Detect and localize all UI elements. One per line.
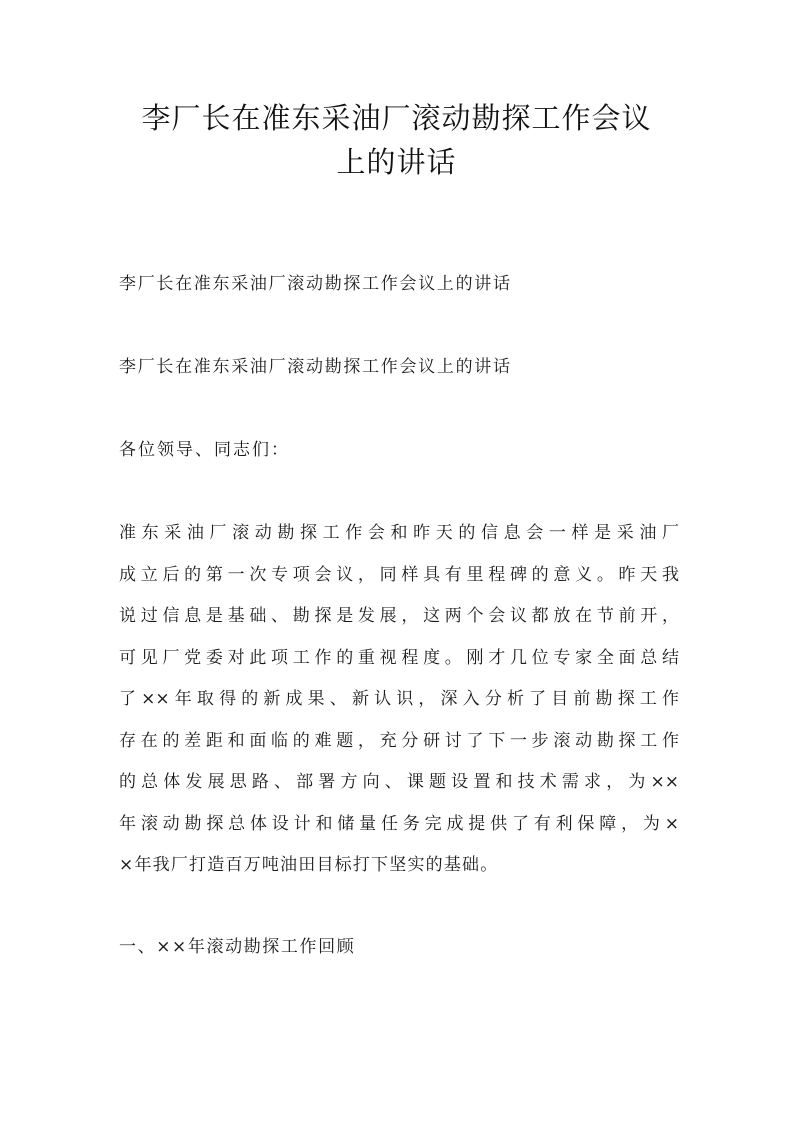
title-line-2: 上的讲话 [336, 145, 457, 179]
paragraph-line: 成立后的第一次专项会议，同样具有里程碑的意义。昨天我 [119, 564, 679, 585]
greeting: 各位领导、同志们： [119, 440, 290, 460]
paragraph-line: 年滚动勘探总体设计和储量任务完成提供了有利保障，为× [119, 813, 679, 834]
title-line-1: 李厂长在准东采油厂滚动勘探工作会议 [141, 101, 652, 135]
paragraph-line: 的总体发展思路、部署方向、课题设置和技术需求，为×× [119, 772, 679, 792]
paragraph-line: 说过信息是基础、勘探是发展，这两个会议都放在节前开， [119, 606, 679, 626]
paragraph-line: 了××年取得的新成果、新认识，深入分析了目前勘探工作 [119, 689, 679, 709]
paragraph-line: ×年我厂打造百万吨油田目标打下坚实的基础。 [119, 855, 499, 875]
body-paragraph [119, 522, 679, 896]
subtitle-line-2: 李厂长在准东采油厂滚动勘探工作会议上的讲话 [119, 357, 512, 377]
paragraph-line: 存在的差距和面临的难题，充分研讨了下一步滚动勘探工作 [119, 730, 679, 751]
paragraph-line: 可见厂党委对此项工作的重视程度。刚才几位专家全面总结 [119, 647, 679, 668]
document-title [100, 96, 693, 184]
section-heading: 一、××年滚动勘探工作回顾 [119, 937, 356, 957]
paragraph-line: 准东采油厂滚动勘探工作会和昨天的信息会一样是采油厂 [119, 523, 679, 543]
subtitle-line-1: 李厂长在准东采油厂滚动勘探工作会议上的讲话 [119, 274, 512, 294]
